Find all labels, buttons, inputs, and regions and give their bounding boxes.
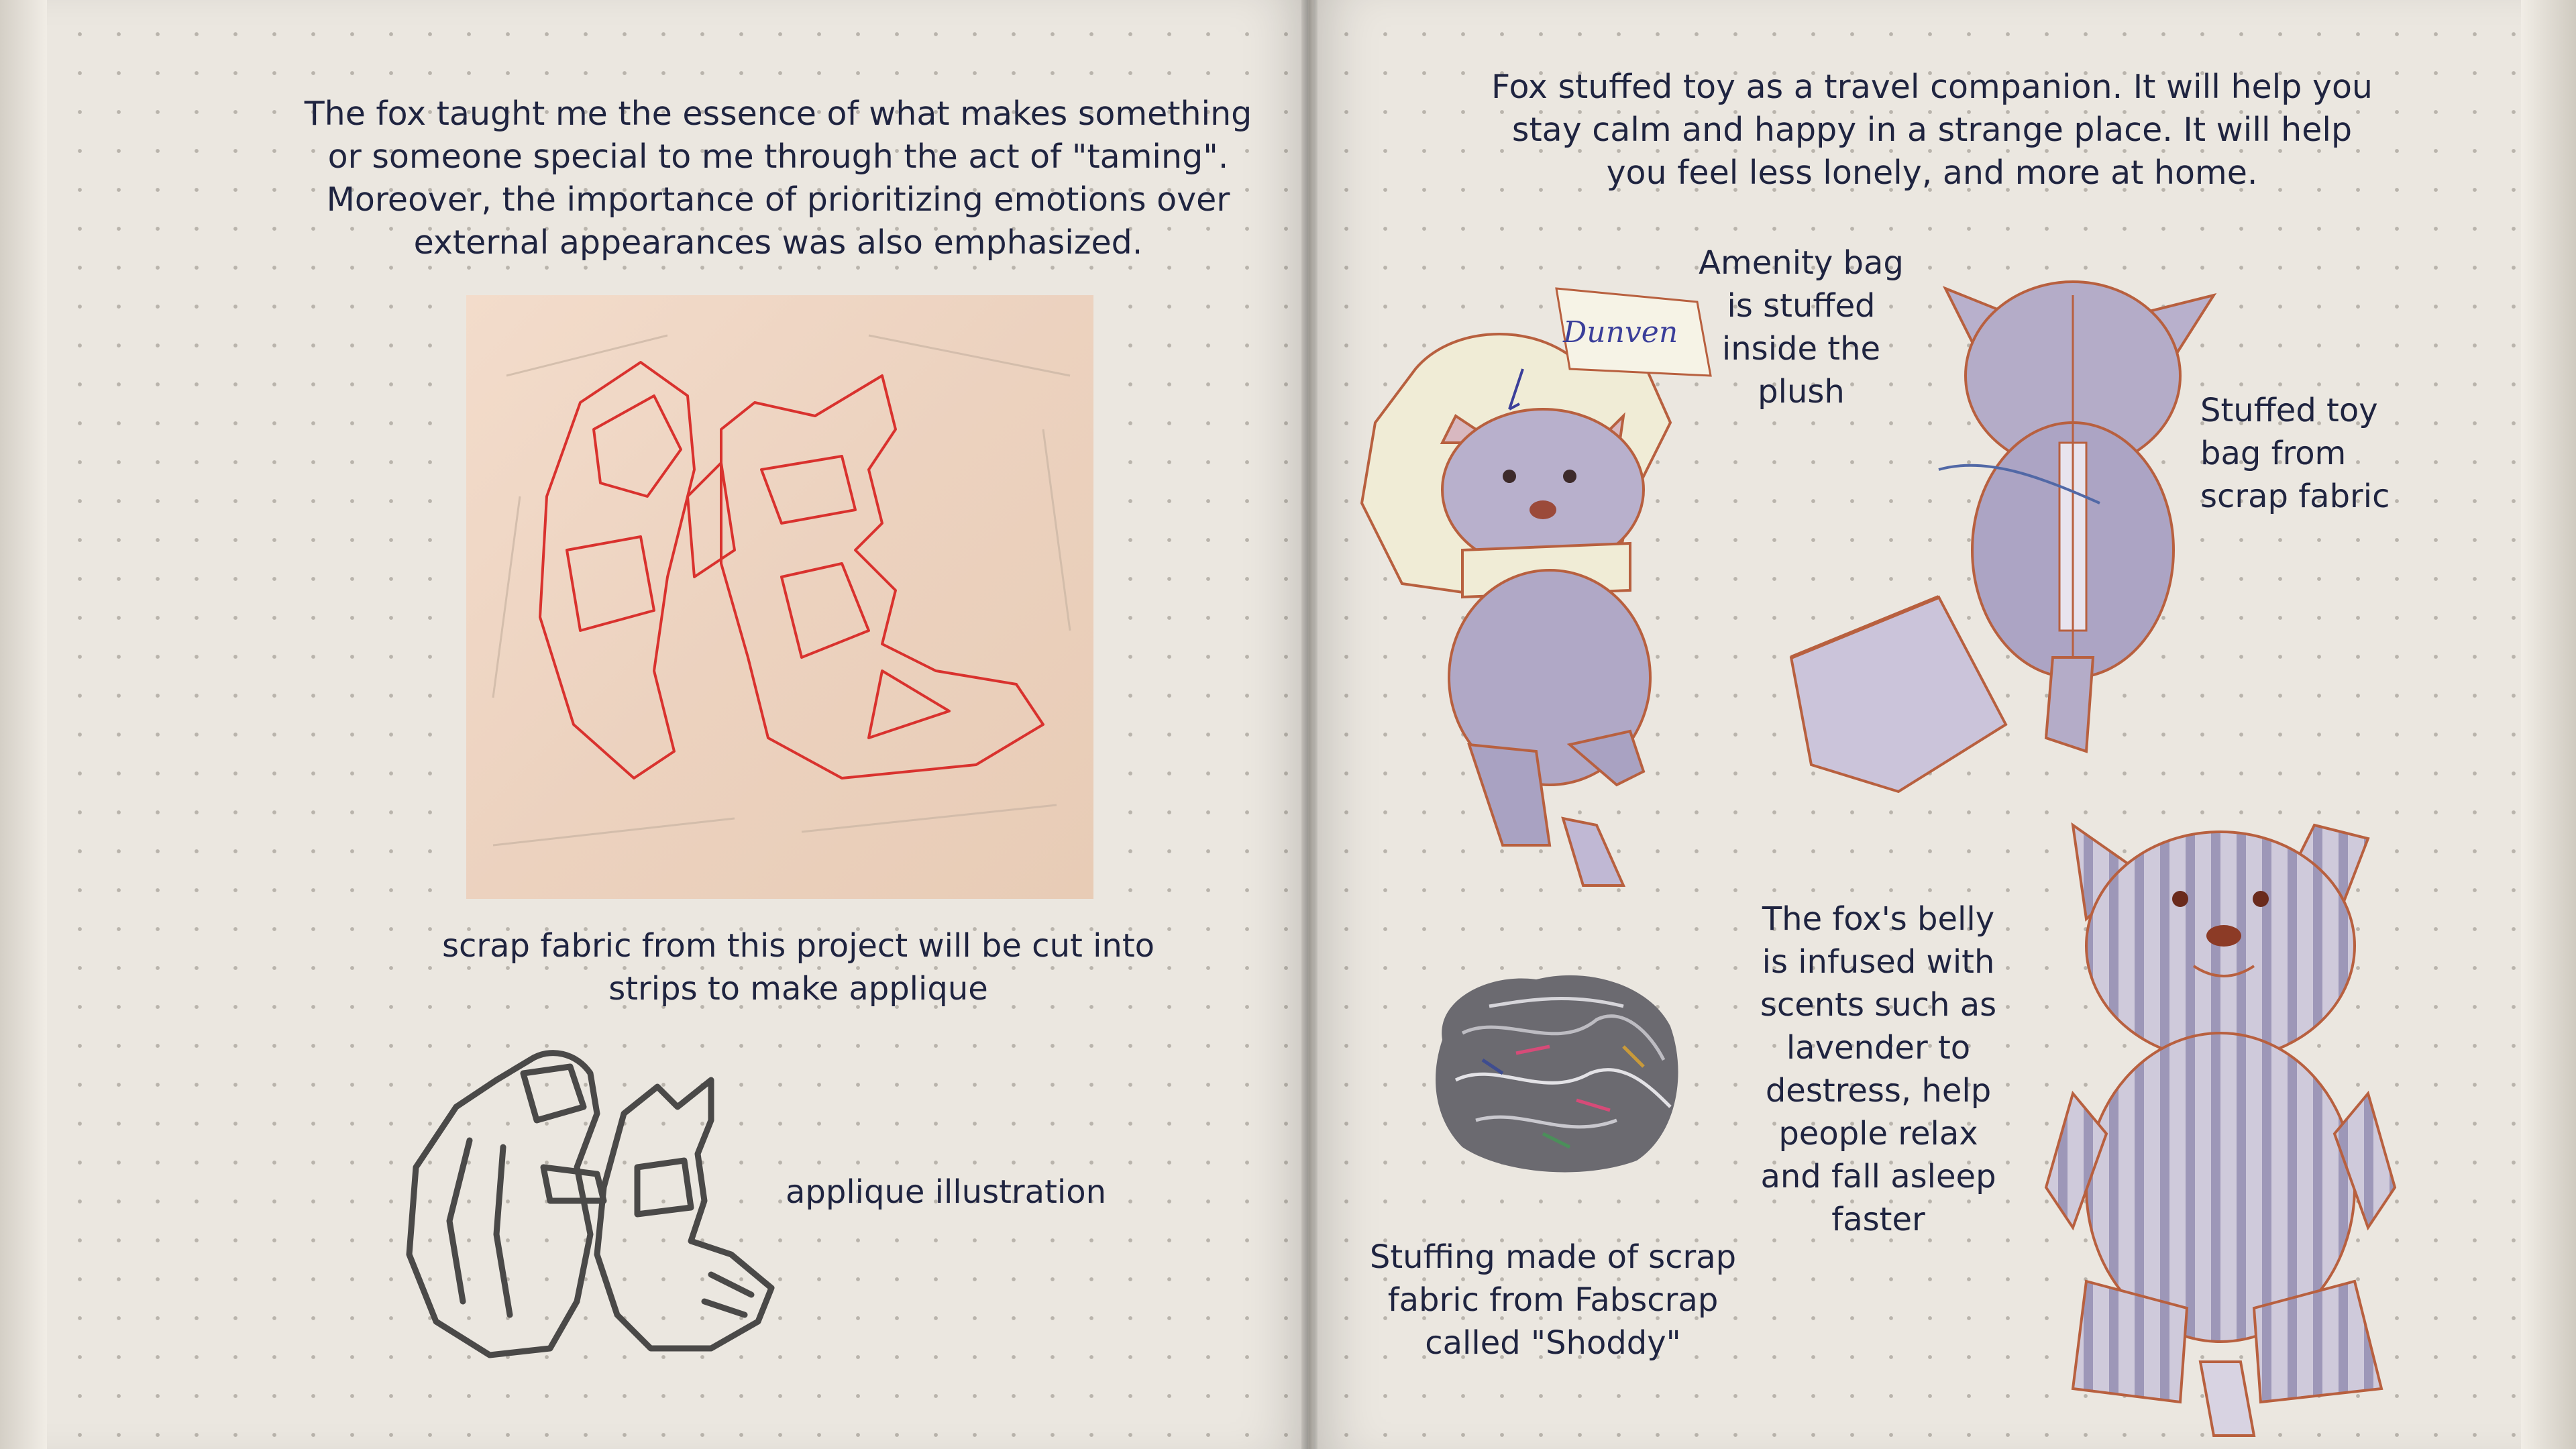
book-spine — [1301, 0, 1318, 1449]
amenity-bag-note: Amenity bag is stuffed inside the plush — [1699, 244, 1904, 411]
fabric-caption: scrap fabric from this project will be cut into strips to make applique — [441, 927, 1155, 1008]
fox-plush-with-blanket — [1348, 262, 1764, 906]
applique-label: applique illustration — [785, 1173, 1107, 1211]
fabric-sketch — [466, 295, 1093, 899]
fox-plush-striped — [2033, 812, 2408, 1442]
fabric-sketch-photo — [466, 295, 1093, 899]
toy-bag-note: Stuffed toy bag from scrap fabric — [2200, 392, 2390, 515]
pouch-bag — [1778, 590, 2019, 805]
shoddy-stuffing — [1422, 959, 1690, 1181]
left-page-edge — [0, 0, 47, 1449]
stuffing-caption: Stuffing made of scrap fabric from Fabscrap called "Shoddy" — [1369, 1238, 1737, 1362]
applique-drawing — [396, 1033, 798, 1382]
right-intro-text: Fox stuffed toy as a travel companion. It will help you stay calm and happy in a strange place. It will help you feel less lonely, and more at home. — [1491, 68, 2373, 192]
left-intro-text: The fox taught me the essence of what makes something or someone special to me through the act of "taming". Moreover, the importance of prioritizing emotions over external appearances was also emphasized. — [304, 95, 1252, 262]
handwritten-tag: Dunven — [1563, 315, 1678, 350]
right-page-edge — [2521, 0, 2576, 1449]
belly-note: The fox's belly is infused with scents such as lavender to destress, help people relax and fall asleep faster — [1760, 900, 1997, 1238]
